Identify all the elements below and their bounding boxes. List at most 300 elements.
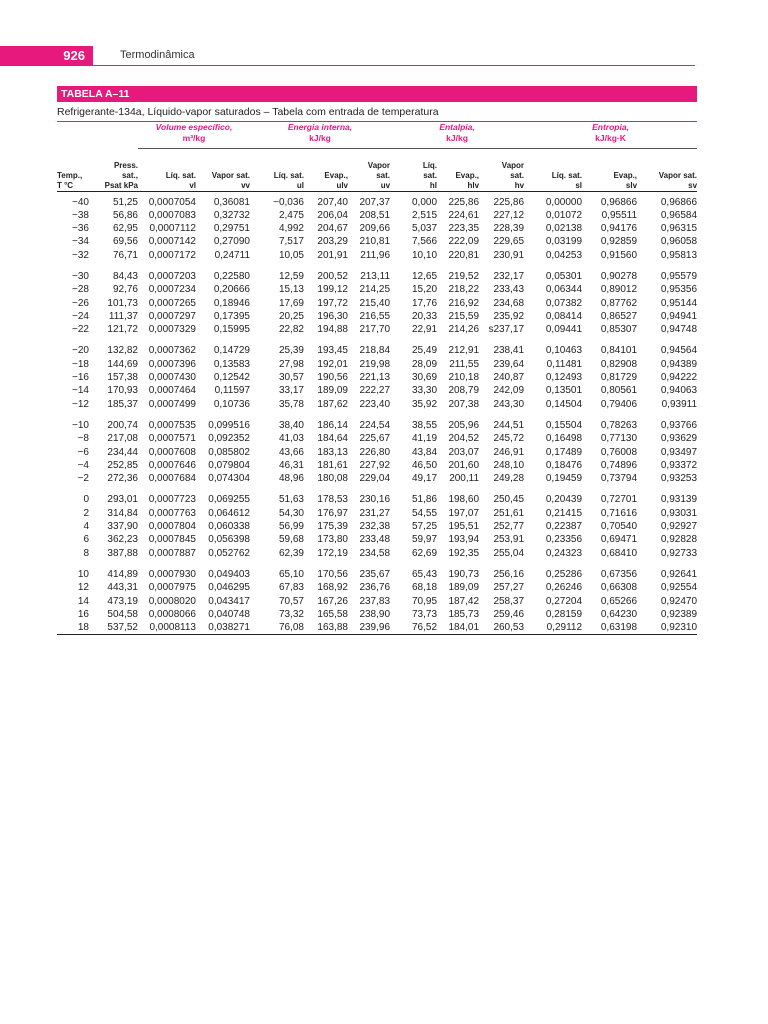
table-row [57,547,697,560]
table-cell: 192,35 [448,547,480,559]
table-cell: 257,27 [493,582,525,594]
table-cell: 0,73794 [600,473,638,485]
table-cell: 225,86 [493,196,525,208]
table-cell: 0,95511 [601,209,638,221]
table-cell: 214,26 [448,324,480,336]
table-cell: 15,20 [412,284,438,296]
column-header-line: hl [429,180,438,190]
table-cell: 186,14 [317,419,348,431]
table-row [57,358,697,371]
table-cell: 17,69 [278,297,304,309]
group-energy: Energia interna, kJ/kg [250,122,390,148]
table-cell: 0,85307 [600,324,638,336]
table-cell: 236,76 [359,582,391,594]
table-cell: 223,40 [359,398,391,410]
table-cell: 172,19 [317,547,348,559]
table-cell: 16 [77,608,89,620]
table-cell: 215,59 [448,310,480,322]
table-cell: 232,17 [493,270,525,282]
table-cell: 22,91 [412,324,438,336]
table-cell: 0,86527 [600,310,638,322]
table-row [57,581,697,594]
table-row [57,249,697,262]
table-cell: 190,73 [448,568,480,580]
table-cell: −34 [72,236,89,248]
table-row [57,533,697,546]
table-cell: 14 [77,595,89,607]
group-entropy: Entropia, kJ/kg·K [524,122,697,148]
table-cell: 0,08414 [545,310,583,322]
table-cell: −20 [72,345,89,357]
table-cell: 0,06344 [545,284,583,296]
table-cell: 0,80561 [600,385,638,397]
table-cell: 170,93 [107,385,138,397]
table-cell: 12,59 [278,270,304,282]
table-cell: 203,29 [317,236,348,248]
table-cell: 230,91 [493,249,525,261]
table-cell: 168,92 [317,582,348,594]
table-cell: 46,31 [278,459,304,471]
table-cell: 0,94564 [660,345,698,357]
table-cell: 144,69 [107,358,138,370]
table-cell: 0,060338 [208,521,250,533]
table-cell: 0,93031 [660,507,698,519]
table-cell: 35,78 [278,398,304,410]
table-cell: 259,46 [493,608,525,620]
table-cell: 0,19459 [545,473,583,485]
table-cell: 203,07 [448,446,480,458]
table-cell: 0,69471 [600,534,638,546]
column-header-line: sat. [376,170,391,180]
column-header-line: sat. [510,170,525,180]
table-cell: 0,93766 [660,419,698,431]
table-cell: −4 [77,459,89,471]
table-cell: 10,05 [278,249,304,261]
table-cell: 0,92554 [660,582,698,594]
table-cell: 208,79 [448,385,480,397]
table-cell: 0,064612 [208,507,250,519]
table-cell: 0,0007234 [148,284,196,296]
table-cell: 28,09 [412,358,438,370]
table-cell: 10,10 [412,249,438,261]
column-header-line: Vapor [367,160,391,170]
table-cell: 216,55 [359,310,391,322]
group-spacer [57,560,697,568]
table-cell: 0,13501 [545,385,583,397]
table-cell: 0,0007887 [148,547,196,559]
table-cell: 252,85 [107,459,138,471]
table-cell: −40 [72,196,89,208]
table-cell: 213,11 [360,270,391,282]
table-cell: 0,10736 [213,398,250,410]
table-cell: 73,73 [412,608,438,620]
column-header [582,148,637,191]
column-header-line: sat. [423,170,438,180]
table-cell: 218,22 [448,284,480,296]
table-cell: 0,70540 [600,521,638,533]
table-row [57,595,697,608]
table-cell: 0,22387 [545,521,583,533]
column-header-line: ul [296,180,304,190]
table-cell: 57,25 [412,521,438,533]
table-cell: 5,037 [412,223,438,235]
table-cell: 204,52 [448,433,480,445]
table-cell: 0,92828 [660,534,698,546]
table-cell: 62,69 [412,547,438,559]
table-cell: 0,0007571 [148,433,196,445]
table-cell: 0,0007763 [148,507,196,519]
table-cell: 62,39 [278,547,304,559]
table-cell: 0,049403 [208,568,250,580]
table-row [57,323,697,336]
table-caption: Refrigerante-134a, Líquido-vapor saturados – Tabela com entrada de temperatura [57,106,439,118]
table-cell: 200,74 [107,419,138,431]
group-header-row [57,122,697,148]
table-cell: 252,77 [493,521,525,533]
column-header-line: T °C [57,180,74,190]
table-cell: 194,88 [317,324,348,336]
table-cell: 0,93139 [660,494,698,506]
table-cell: 193,94 [448,534,480,546]
table-cell: 48,96 [278,473,304,485]
table-cell: 0,07382 [545,297,583,309]
column-header-line: vl [189,180,196,190]
table-cell: 0,22580 [213,270,250,282]
table-cell: 121,72 [107,324,138,336]
table-cell: 56,99 [278,521,304,533]
table-cell: 0,93372 [660,459,698,471]
table-cell: 0,0008066 [148,608,196,620]
table-cell: 217,70 [359,324,391,336]
table-cell: 239,64 [493,358,525,370]
table-cell: 0,14729 [213,345,250,357]
column-header-line: slv [625,180,638,190]
table-cell: 12,65 [412,270,438,282]
table-cell: 234,58 [359,547,391,559]
table-cell: 0,93911 [661,398,698,410]
table-cell: 30,69 [412,372,438,384]
table-cell: 337,90 [107,521,138,533]
column-header-line: ulv [336,180,348,190]
table-cell: 0,36081 [213,196,250,208]
table-cell: 238,41 [493,345,525,357]
table-cell: 190,56 [317,372,348,384]
table-cell: 0,02138 [545,223,583,235]
table-cell: 0,17395 [213,310,250,322]
table-cell: 67,83 [278,582,304,594]
table-cell: −10 [72,419,89,431]
table-cell: 101,73 [107,297,138,309]
table-cell: 46,50 [412,459,438,471]
table-cell: 0,0007142 [148,236,196,248]
table-cell: 214,25 [359,284,391,296]
table-cell: 196,30 [317,310,348,322]
table-cell: 251,61 [493,507,525,519]
table-cell: 0,01072 [545,209,583,221]
table-cell: 0,14504 [545,398,583,410]
table-cell: 54,30 [278,507,304,519]
table-row [57,459,697,472]
table-cell: 208,51 [359,209,391,221]
table-cell: 0,0007723 [148,494,196,506]
table-cell: 414,89 [107,568,138,580]
table-cell: 0,95579 [660,270,698,282]
table-cell: 0,0007930 [148,568,196,580]
table-cell: 189,09 [317,385,348,397]
table-cell: 10 [77,568,89,580]
table-cell: 219,52 [448,270,480,282]
table-cell: 260,53 [479,621,524,635]
table-cell: 0,93253 [660,473,698,485]
table-cell: 0,074304 [208,473,250,485]
table-cell: 173,80 [317,534,348,546]
table-cell: 197,07 [448,507,480,519]
table-cell: 43,84 [412,446,438,458]
table-cell: 7,517 [278,236,304,248]
table-cell: 0,16498 [545,433,583,445]
group-volume: Volume específico, m³/kg [138,122,250,148]
table-cell: 504,58 [107,608,138,620]
table-cell: 215,40 [359,297,391,309]
table-cell: 228,39 [493,223,525,235]
table-cell: −18 [72,358,89,370]
table-cell: 0,0007464 [148,385,196,397]
table-row [57,520,697,533]
table-cell: 33,30 [412,385,438,397]
table-cell: 0,0007684 [148,473,196,485]
table-cell: 0,052762 [208,547,250,559]
table-cell: 245,72 [493,433,525,445]
table-cell: 0,81729 [600,372,638,384]
table-cell: 0,92641 [660,568,698,580]
table-cell: 205,96 [448,419,480,431]
table-cell: 0,099516 [208,419,250,431]
table-cell: 0,23356 [545,534,583,546]
table-cell: 231,27 [359,507,391,519]
column-header-line: Evap., [324,170,348,180]
table-cell: 4 [83,521,89,533]
table-cell: 0,05301 [545,270,583,282]
table-cell: 204,67 [317,223,348,235]
table-cell: 219,98 [359,358,391,370]
table-cell: 183,13 [317,446,348,458]
table-cell: 25,39 [278,345,304,357]
table-cell: 0,12493 [545,372,583,384]
table-cell: 68,18 [412,582,438,594]
table-cell: 38,55 [412,419,438,431]
table-cell: 233,43 [493,284,525,296]
table-cell: 0,92310 [637,621,697,635]
table-cell: 49,17 [412,473,438,485]
table-cell: 180,08 [317,473,348,485]
table-cell: 237,83 [359,595,391,607]
table-cell: 0,92389 [660,608,698,620]
table-row [57,621,697,635]
table-cell: 443,31 [107,582,138,594]
table-cell: 73,32 [278,608,304,620]
table-cell: 0,056398 [208,534,250,546]
table-cell: 0,94389 [660,358,698,370]
table-cell: 240,87 [493,372,525,384]
table-cell: 239,96 [348,621,390,635]
header-rule [93,65,695,66]
column-header [196,148,250,191]
table-cell: 0,17489 [545,446,583,458]
table-cell: −12 [72,398,89,410]
table-cell: 41,19 [412,433,438,445]
table-cell: 249,28 [493,473,525,485]
table-cell: 170,56 [317,568,348,580]
table-cell: 20,33 [412,310,438,322]
column-header-row [57,148,697,191]
table-cell: 0,26246 [545,582,583,594]
table-cell: 0,0007975 [148,582,196,594]
table-cell: 0,24323 [545,547,583,559]
table-cell: 198,60 [448,494,480,506]
table-cell: 2,515 [412,209,438,221]
table-cell: 0,20666 [213,284,250,296]
table-cell: 0,085802 [208,446,250,458]
column-header-line: sat., [121,170,138,180]
table-cell: 2 [83,507,89,519]
group-spacer [57,336,697,344]
table-cell: 209,66 [359,223,391,235]
table-cell: 165,58 [317,608,348,620]
table-cell: 0,96866 [600,196,638,208]
table-cell: 18 [57,621,91,635]
table-cell: 212,91 [448,345,480,357]
table-row [57,270,697,283]
table-cell: 0,94748 [660,324,698,336]
table-row [57,209,697,222]
table-cell: 0,09441 [545,324,583,336]
table-row [57,222,697,235]
table-cell: 193,45 [317,345,348,357]
table-cell: 0,0007499 [148,398,196,410]
table-cell: 0,069255 [208,494,250,506]
table-cell: 54,55 [412,507,438,519]
group-spacer [57,411,697,419]
table-cell: 0,71616 [600,507,638,519]
table-cell: 195,51 [448,521,480,533]
table-cell: 0,0007804 [148,521,196,533]
table-cell: 27,98 [278,358,304,370]
table-cell: 167,26 [317,595,348,607]
table-cell: 0,24711 [214,249,250,261]
table-cell: 225,67 [359,433,391,445]
table-cell: 51,63 [278,494,304,506]
column-header-line: Vapor sat. [658,170,698,180]
table-cell: 0,96315 [660,223,698,235]
table-cell: 0,15995 [213,324,250,336]
table-cell: 189,09 [448,582,480,594]
table-cell: 185,37 [107,398,138,410]
table-cell: 201,91 [317,249,348,261]
table-cell: 0,0007362 [148,345,196,357]
table-row [57,283,697,296]
column-header-line: Líq. sat. [273,170,304,180]
table-cell: 0,92859 [600,236,638,248]
table-cell: 218,84 [359,345,391,357]
table-cell: −30 [72,270,89,282]
column-header-line: Evap., [613,170,638,180]
running-title: Termodinâmica [120,49,195,61]
table-cell: −8 [77,433,89,445]
table-cell: 0,63198 [582,621,637,635]
table-body [57,191,697,635]
table-cell: 242,09 [493,385,525,397]
table-cell: 92,76 [112,284,138,296]
table-cell: 0,84101 [600,345,638,357]
column-header-line: Líq. sat. [551,170,583,180]
column-header [437,148,479,191]
column-header [91,148,138,191]
table-cell: 473,19 [107,595,138,607]
table-cell: 0,65266 [600,595,638,607]
column-header [348,148,390,191]
table-cell: 0,21415 [545,507,583,519]
table-cell: 76,52 [390,621,437,635]
table-cell: 181,61 [317,459,348,471]
table-row [57,432,697,445]
table-cell: 0,77130 [600,433,638,445]
table-cell: 0,04253 [545,249,583,261]
table-cell: 229,65 [493,236,525,248]
table-cell: 25,49 [412,345,438,357]
table-cell: 0,27204 [545,595,583,607]
table-cell: 0,18946 [213,297,250,309]
column-header [250,148,304,191]
table-cell: 253,91 [493,534,525,546]
table-cell: 220,81 [448,249,480,261]
column-header-line: Psat kPa [104,180,138,190]
table-cell: 0,079804 [208,459,250,471]
table-cell: 0,92733 [660,547,698,559]
table-cell: −24 [72,310,89,322]
table-cell: 0,95356 [660,284,698,296]
table-cell: 222,09 [448,236,480,248]
table-cell: 200,52 [317,270,348,282]
table-cell: 0,092352 [208,433,250,445]
column-header-line: uv [380,180,391,190]
table-cell: 0,15504 [545,419,583,431]
table-cell: 84,43 [112,270,138,282]
table-cell: −26 [72,297,89,309]
table-cell: 238,90 [359,608,391,620]
table-cell: 76,08 [250,621,304,635]
table-cell: 0,90278 [600,270,638,282]
column-header-line: Vapor [501,160,525,170]
table-cell: 0,038271 [196,621,250,635]
table-cell: 8 [83,547,89,559]
table-cell: 197,72 [317,297,348,309]
table-row [57,398,697,411]
table-row [57,384,697,397]
table-cell: 201,60 [448,459,480,471]
table-cell: 56,86 [112,209,138,221]
table-cell: 0,94222 [660,372,698,384]
table-cell: 0,74896 [600,459,638,471]
table-cell: 0,94063 [660,385,698,397]
table-cell: 0,13583 [213,358,250,370]
table-row [57,472,697,485]
column-header-line: Vapor sat. [211,170,250,180]
table-cell: −6 [77,446,89,458]
table-cell: 0,67356 [600,568,638,580]
table-cell: 0,87762 [600,297,638,309]
table-cell: 33,17 [278,385,304,397]
table-cell: 20,25 [278,310,304,322]
